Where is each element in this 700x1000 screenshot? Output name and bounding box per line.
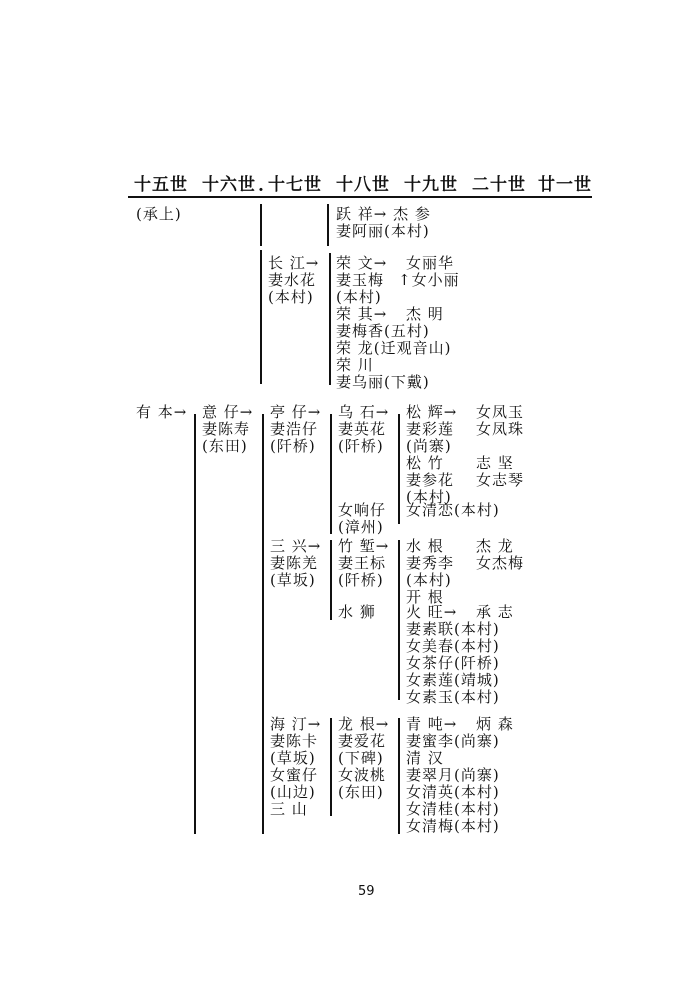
tree-line	[194, 414, 196, 834]
entry-line: (东田)	[338, 783, 384, 801]
entry-line: (下碑)	[338, 749, 384, 767]
entry-line: 志 坚	[476, 454, 514, 472]
tree-line	[262, 414, 264, 834]
entry-line: 妻陈寿	[202, 420, 251, 438]
entry-line: 女素莲(靖城)	[406, 671, 500, 689]
entry-line: (漳州)	[338, 518, 384, 536]
entry-line: 海 汀→	[270, 715, 322, 733]
entry-line: (本村)	[268, 288, 314, 306]
entry-line: 妻参花	[406, 471, 455, 489]
entry-line: 亭 仔→	[270, 403, 322, 421]
entry-line: 水 狮	[338, 603, 376, 621]
tree-line	[330, 540, 332, 620]
entry-line: 女茶仔(阡桥)	[406, 654, 500, 672]
entry-line: 荣 龙(迁观音山)	[336, 339, 452, 357]
header-gen-20: 二十世	[472, 175, 526, 195]
entry-line: (本村)	[406, 571, 452, 589]
entry-line: 女清恋(本村)	[406, 501, 500, 519]
entry-line: (阡桥)	[338, 437, 384, 455]
header-gen-16: 十六世	[202, 175, 256, 195]
entry-line: 承 志	[476, 603, 514, 621]
entry-line: 女凤珠	[476, 420, 525, 438]
entry-line: 妻陈羌	[270, 554, 319, 572]
entry-line: 荣 其→	[336, 305, 388, 323]
entry-line: (东田)	[202, 437, 248, 455]
entry-line: 松 竹	[406, 454, 444, 472]
entry-line: 妻浩仔	[270, 420, 319, 438]
entry-line: 三 山	[270, 800, 308, 818]
entry-line: 长 江→	[268, 254, 320, 272]
entry-line: 女志琴	[476, 471, 525, 489]
tree-line	[260, 250, 262, 384]
header-gen-21: 廿一世	[538, 175, 592, 195]
entry-line: 妻水花	[268, 271, 317, 289]
entry-line: 妻乌丽(下戴)	[336, 373, 430, 391]
entry-line: 女素玉(本村)	[406, 688, 500, 706]
entry-line: 妻王标	[338, 554, 387, 572]
tree-line	[327, 204, 329, 246]
entry-line: 青 吨→	[406, 715, 458, 733]
entry-line: 妻玉梅	[336, 271, 385, 289]
entry-line: 荣 文→	[336, 254, 388, 272]
entry-line: 水 根	[406, 537, 444, 555]
tree-line	[398, 540, 400, 700]
entry-line: 妻英花	[338, 420, 387, 438]
entry-line: 意 仔→	[202, 403, 254, 421]
entry-line: 松 辉→	[406, 403, 458, 421]
entry-line: 杰 龙	[476, 537, 514, 555]
entry-line: 清 汉	[406, 749, 444, 767]
entry-line: 炳 森	[476, 715, 514, 733]
header-gen-18: 十八世	[336, 175, 390, 195]
header-rule	[128, 196, 592, 198]
continued-note: (承上)	[136, 205, 182, 223]
tree-line	[330, 718, 332, 816]
entry-line: (草坂)	[270, 571, 316, 589]
entry-line: (山边)	[270, 783, 316, 801]
header-gen-17: 十七世	[268, 175, 322, 195]
header-gen-19: 十九世	[404, 175, 458, 195]
entry-line: 开 根	[406, 588, 444, 606]
entry-line: ↑女小丽	[398, 271, 460, 289]
tree-line	[260, 204, 262, 246]
entry-line: 女清桂(本村)	[406, 800, 500, 818]
entry-line: 女波桃	[338, 766, 387, 784]
entry-line: 女丽华	[406, 254, 455, 272]
entry-line: 女清英(本村)	[406, 783, 500, 801]
header-gen-15: 十五世	[134, 175, 188, 195]
entry-line: (阡桥)	[270, 437, 316, 455]
entry-line: 杰 明	[406, 305, 444, 323]
entry-line: 龙 根→	[338, 715, 390, 733]
entry-line: 三 兴→	[270, 537, 322, 555]
entry-line: (草坂)	[270, 749, 316, 767]
entry-line: (本村)	[336, 288, 382, 306]
header-dot: .	[258, 176, 265, 196]
entry-line: 妻陈卡	[270, 732, 319, 750]
entry-line: 竹 堑→	[338, 537, 390, 555]
page-number: 59	[358, 884, 375, 899]
tree-line	[330, 414, 332, 534]
entry-line: 妻翠月(尚寨)	[406, 766, 500, 784]
entry-line: 妻爱花	[338, 732, 387, 750]
entry-line: 荣 川	[336, 356, 374, 374]
entry-line: 妻秀李	[406, 554, 455, 572]
entry-line: (尚寨)	[406, 437, 452, 455]
entry-line: 火 旺→	[406, 603, 458, 621]
entry-line: 女美春(本村)	[406, 637, 500, 655]
entry-line: 妻素联(本村)	[406, 620, 500, 638]
entry-line: 女响仔	[338, 501, 387, 519]
entry-line: 女杰梅	[476, 554, 525, 572]
entry-line: 乌 石→	[338, 403, 390, 421]
entry-line: 女清梅(本村)	[406, 817, 500, 835]
entry-line: 有 本→	[136, 403, 188, 421]
tree-line	[398, 414, 400, 524]
entry-line: 跃 祥→ 杰 参	[336, 205, 431, 223]
entry-line: (阡桥)	[338, 571, 384, 589]
entry-line: 妻阿丽(本村)	[336, 222, 430, 240]
entry-line: 妻蜜李(尚寨)	[406, 732, 500, 750]
tree-line	[329, 253, 331, 385]
entry-line: 女凤玉	[476, 403, 525, 421]
entry-line: 妻梅香(五村)	[336, 322, 430, 340]
entry-line: 妻彩莲	[406, 420, 455, 438]
tree-line	[398, 718, 400, 834]
entry-line: (本村)	[406, 488, 452, 506]
entry-line: 女蜜仔	[270, 766, 319, 784]
